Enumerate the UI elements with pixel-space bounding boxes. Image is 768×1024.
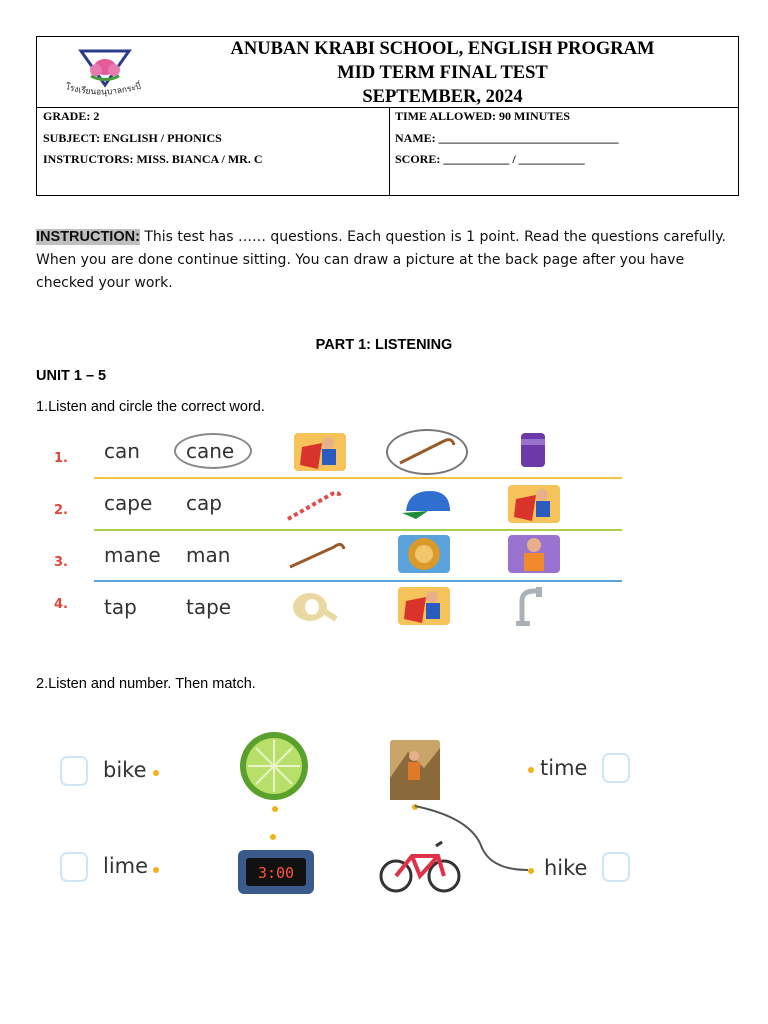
row-number: 1. — [54, 451, 68, 466]
match-dot[interactable] — [528, 767, 534, 773]
instruction-text: This test has …… questions. Each question is 1 point. Read the questions carefully. When you are done continue sitting. You can draw a picture at the back page after you have checked your work. — [36, 229, 727, 291]
cap-icon — [398, 485, 458, 528]
header-right-column — [389, 107, 738, 195]
word-option[interactable]: can — [104, 439, 140, 463]
number-box[interactable] — [60, 852, 88, 882]
grade-label: GRADE: 2 — [43, 109, 100, 123]
instruction-label: INSTRUCTION: — [36, 229, 140, 245]
match-dot[interactable] — [272, 806, 278, 812]
test-date: SEPTEMBER, 2024 — [362, 87, 523, 107]
clock-icon — [236, 846, 316, 903]
word-option[interactable]: cape — [104, 491, 153, 515]
word-option[interactable]: tap — [104, 595, 137, 619]
number-box[interactable] — [60, 756, 88, 786]
svg-text:3:00: 3:00 — [257, 864, 295, 882]
school-logo — [51, 45, 181, 103]
match-dot[interactable] — [528, 868, 534, 874]
subject-label: SUBJECT: ENGLISH / PHONICS — [43, 131, 222, 145]
word-option[interactable]: mane — [104, 543, 161, 567]
word-option[interactable]: man — [186, 543, 231, 567]
row-separator — [94, 580, 622, 582]
can-icon — [518, 429, 548, 474]
match-dot[interactable] — [153, 867, 159, 873]
name-field: NAME: ______________________________ — [395, 131, 619, 145]
number-box[interactable] — [602, 852, 630, 882]
number-box[interactable] — [602, 753, 630, 783]
circle-word-exercise — [46, 425, 586, 630]
row-number: 4. — [54, 597, 68, 612]
word-option[interactable]: cane — [186, 439, 235, 463]
match-word: hike — [544, 856, 588, 880]
number-and-match-exercise — [50, 728, 640, 900]
time-allowed-label: TIME ALLOWED: 90 MINUTES — [395, 109, 571, 123]
tap-faucet-icon — [512, 585, 546, 632]
superhero-cape-icon — [396, 585, 452, 632]
match-dot[interactable] — [153, 770, 159, 776]
lime-icon — [236, 730, 312, 811]
word-option[interactable]: cap — [186, 491, 222, 515]
superhero-cape-icon — [506, 483, 562, 530]
row-number: 2. — [54, 503, 68, 518]
cane-icon — [286, 539, 346, 576]
header-title-block — [37, 37, 738, 108]
test-name: MID TERM FINAL TEST — [337, 63, 548, 83]
match-word: bike — [103, 758, 147, 782]
row-number: 3. — [54, 555, 68, 570]
school-name: ANUBAN KRABI SCHOOL, ENGLISH PROGRAM — [230, 39, 655, 59]
exam-header — [36, 36, 739, 196]
part-title: PART 1: LISTENING — [315, 337, 453, 353]
svg-text:โรงเรียนอนุบาลกระบี่: โรงเรียนอนุบาลกระบี่ — [64, 81, 143, 98]
man-icon — [506, 533, 562, 580]
tape-roll-icon — [288, 589, 338, 630]
match-word: time — [540, 756, 588, 780]
header-left-column — [37, 107, 390, 195]
superhero-cape-icon — [292, 431, 348, 478]
match-word: lime — [103, 854, 149, 878]
hiker-icon — [388, 738, 442, 807]
instruction-paragraph — [36, 226, 736, 295]
cane-icon — [396, 435, 456, 470]
instructors-label: INSTRUCTORS: MISS. BIANCA / MR. C — [43, 152, 263, 166]
word-option[interactable]: tape — [186, 595, 232, 619]
unit-heading: UNIT 1 – 5 — [36, 368, 107, 384]
question-2-prompt: 2.Listen and number. Then match. — [36, 676, 256, 692]
match-dot[interactable] — [270, 834, 276, 840]
score-field: SCORE: ___________ / ___________ — [395, 152, 585, 166]
candy-cane-icon — [284, 487, 344, 528]
question-1-prompt: 1.Listen and circle the correct word. — [36, 399, 265, 415]
lion-mane-icon — [396, 533, 452, 580]
row-separator — [94, 477, 622, 479]
match-line — [412, 798, 532, 883]
row-separator — [94, 529, 622, 531]
